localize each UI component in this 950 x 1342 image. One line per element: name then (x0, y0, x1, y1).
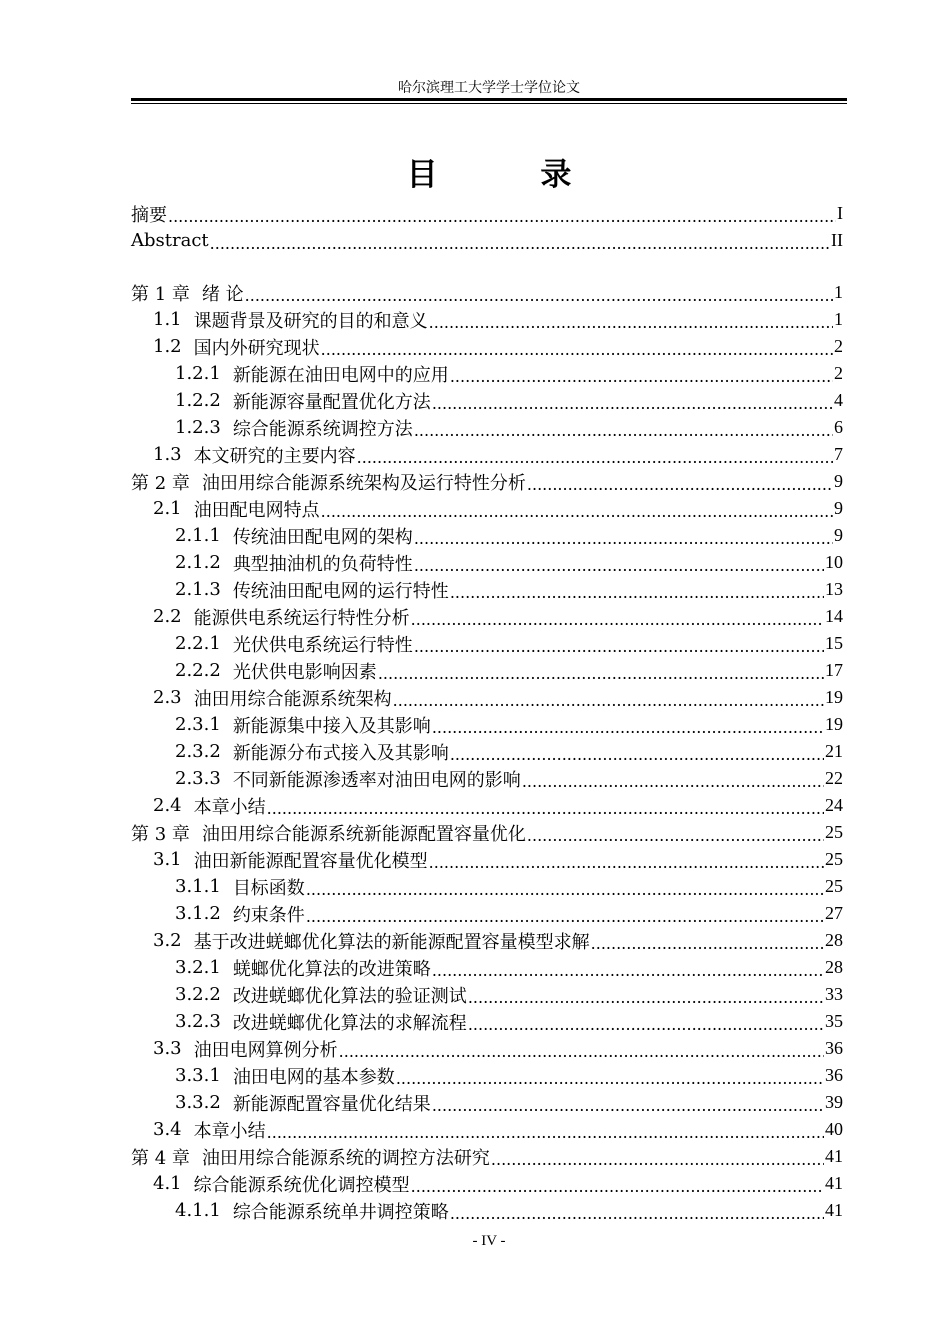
toc-entry-number: 2.1.2 (175, 552, 221, 573)
dot-leader (527, 825, 824, 846)
dot-leader (396, 1068, 824, 1089)
toc-entry-page: 14 (825, 606, 843, 626)
toc-entry-page: 19 (825, 714, 843, 734)
toc-entry-title: 综合能源系统调控方法 (232, 418, 413, 440)
toc-entry-number: 3.1.1 (175, 876, 221, 897)
toc-entry-number: 2.3.1 (175, 714, 221, 735)
dot-leader (414, 636, 824, 657)
toc-entry-number: 4.1 (153, 1173, 182, 1194)
toc-entry-number: 第 3 章 (131, 823, 190, 845)
toc-entry-page: 41 (825, 1146, 843, 1166)
toc-entry-page: I (837, 203, 843, 223)
dot-leader (432, 393, 833, 414)
toc-entry[interactable] (131, 873, 843, 900)
toc-entry-title: 本章小结 (193, 1120, 266, 1142)
toc-entry[interactable] (131, 1035, 843, 1062)
toc-entry[interactable] (131, 711, 843, 738)
toc-entry-number: 2.2.2 (175, 660, 221, 681)
dot-leader (306, 879, 824, 900)
dot-leader (468, 1014, 824, 1035)
toc-entry-number: 3.1.2 (175, 903, 221, 924)
toc-entry[interactable] (131, 900, 843, 927)
toc-entry-number: 2.1.3 (175, 579, 221, 600)
toc-entry[interactable] (131, 765, 843, 792)
toc-entry[interactable] (131, 846, 843, 873)
toc-entry-page: 19 (825, 687, 843, 707)
toc-entry-title: 传统油田配电网的运行特性 (232, 580, 449, 602)
dot-leader (432, 1095, 824, 1116)
dot-leader (432, 960, 824, 981)
toc-entry-number: 2.3.2 (175, 741, 221, 762)
toc-entry-number: 1.2.3 (175, 417, 221, 438)
toc-entry[interactable] (131, 1197, 843, 1224)
toc-entry-page: 41 (825, 1200, 843, 1220)
toc-entry[interactable] (131, 630, 843, 657)
toc-entry[interactable] (131, 414, 843, 441)
toc-entry-title: 不同新能源渗透率对油田电网的影响 (232, 769, 521, 791)
toc-entry[interactable] (131, 576, 843, 603)
toc-entry-title: 油田用综合能源系统架构及运行特性分析 (201, 472, 526, 494)
toc-entry-title: 光伏供电影响因素 (232, 661, 377, 683)
toc-entry-page: 9 (834, 498, 843, 518)
toc-entry-title: 新能源集中接入及其影响 (232, 715, 431, 737)
toc-entry[interactable] (131, 468, 843, 495)
toc-entry-title: 新能源分布式接入及其影响 (232, 742, 449, 764)
toc-entry-page: 28 (825, 930, 843, 950)
toc-entry-number: 3.3 (153, 1038, 182, 1059)
toc-entry[interactable] (131, 1170, 843, 1197)
toc-entry-title: 本章小结 (193, 796, 266, 818)
toc-entry-page: 10 (825, 552, 843, 572)
toc-entry-page: 1 (834, 309, 843, 329)
toc-entry-title: 新能源容量配置优化方法 (232, 391, 431, 413)
toc-entry-number: 2.1 (153, 498, 182, 519)
toc-entry-page: 25 (825, 849, 843, 869)
toc-entry[interactable] (131, 819, 843, 846)
toc-entry[interactable] (131, 1062, 843, 1089)
toc-entry-page: 2 (834, 363, 843, 383)
dot-leader (491, 1149, 824, 1170)
toc-entry-title: 蜣螂优化算法的改进策略 (232, 958, 431, 980)
dot-leader (450, 744, 824, 765)
toc-title: 目 录 (406, 157, 618, 193)
dot-leader (267, 1122, 824, 1143)
toc-entry-page: 36 (825, 1038, 843, 1058)
toc-entry-page: 2 (834, 336, 843, 356)
dot-leader (522, 771, 824, 792)
toc-entry-page: II (831, 230, 843, 250)
toc-entry-page: 36 (825, 1065, 843, 1085)
toc-entry-page: 41 (825, 1173, 843, 1193)
toc-entry-number: 2.4 (153, 795, 182, 816)
toc-entry[interactable] (131, 387, 843, 414)
toc-entry-title: 油田电网算例分析 (193, 1039, 338, 1061)
toc-entry[interactable] (131, 495, 843, 522)
toc-entry-page: 9 (834, 471, 843, 491)
toc-entry-number: 第 2 章 (131, 472, 190, 494)
toc-entry-title: Abstract (131, 230, 209, 251)
dot-leader (339, 1041, 824, 1062)
toc-entry-page: 25 (825, 822, 843, 842)
dot-leader (321, 339, 833, 360)
toc-entry-number: 3.1 (153, 849, 182, 870)
toc-entry-title: 课题背景及研究的目的和意义 (193, 310, 428, 332)
toc-entry-page: 15 (825, 633, 843, 653)
toc-entry[interactable] (131, 200, 843, 227)
toc-entry-number: 4.1.1 (175, 1200, 221, 1221)
toc-entry[interactable] (131, 684, 843, 711)
toc-entry-number: 2.3.3 (175, 768, 221, 789)
toc-entry-number: 第 4 章 (131, 1147, 190, 1169)
toc-entry[interactable] (131, 333, 843, 360)
toc-entry[interactable] (131, 1008, 843, 1035)
toc-entry-page: 1 (834, 282, 843, 302)
toc-entry-title: 约束条件 (232, 904, 305, 926)
toc-entry-page: 24 (825, 795, 843, 815)
toc-entry-title: 典型抽油机的负荷特性 (232, 553, 413, 575)
toc-entry-page: 28 (825, 957, 843, 977)
dot-leader (429, 852, 824, 873)
toc-entry-title: 国内外研究现状 (193, 337, 320, 359)
toc-entry-page: 9 (834, 525, 843, 545)
toc-entry-page: 7 (834, 444, 843, 464)
toc-entry[interactable] (131, 306, 843, 333)
toc-entry-title: 综合能源系统单井调控策略 (232, 1201, 449, 1223)
toc-entry[interactable] (131, 360, 843, 387)
toc-entry-number: 2.3 (153, 687, 182, 708)
dot-leader (450, 366, 833, 387)
dot-leader (414, 555, 824, 576)
toc-entry-title: 油田用综合能源系统架构 (193, 688, 392, 710)
dot-leader (267, 798, 824, 819)
toc-entry-number: 1.2.2 (175, 390, 221, 411)
toc-entry[interactable] (131, 227, 843, 254)
toc-entry-title: 油田配电网特点 (193, 499, 320, 521)
header-rule-thin (131, 103, 847, 104)
toc-entry-title: 油田新能源配置容量优化模型 (193, 850, 428, 872)
toc-entry-page: 33 (825, 984, 843, 1004)
toc-entry-page: 13 (825, 579, 843, 599)
page-number: - IV - (472, 1233, 506, 1249)
toc-entry-title: 目标函数 (232, 877, 305, 899)
dot-leader (357, 447, 833, 468)
toc-entry[interactable] (131, 981, 843, 1008)
dot-leader (210, 233, 830, 254)
toc-entry[interactable] (131, 954, 843, 981)
toc-entry-number: 第 1 章 (131, 283, 190, 305)
dot-leader (414, 528, 833, 549)
toc-entry-title: 传统油田配电网的架构 (232, 526, 413, 548)
toc-entry-title: 摘要 (131, 204, 167, 226)
dot-leader (411, 609, 824, 630)
dot-leader (321, 501, 833, 522)
table-of-contents (131, 200, 843, 1224)
toc-entry-number: 3.3.2 (175, 1092, 221, 1113)
dot-leader (414, 420, 833, 441)
toc-entry-page: 35 (825, 1011, 843, 1031)
running-header: 哈尔滨理工大学学士学位论文 (398, 80, 580, 96)
toc-entry-page: 17 (825, 660, 843, 680)
toc-entry[interactable] (131, 1143, 843, 1170)
toc-entry-page: 21 (825, 741, 843, 761)
toc-entry-title: 综合能源系统优化调控模型 (193, 1174, 410, 1196)
toc-entry-number: 3.2.2 (175, 984, 221, 1005)
toc-entry-title: 能源供电系统运行特性分析 (193, 607, 410, 629)
toc-entry-title: 绪 论 (201, 283, 244, 305)
toc-entry-number: 3.2 (153, 930, 182, 951)
toc-entry-title: 光伏供电系统运行特性 (232, 634, 413, 656)
toc-entry[interactable] (131, 927, 843, 954)
toc-entry[interactable] (131, 1116, 843, 1143)
toc-entry-number: 3.4 (153, 1119, 182, 1140)
toc-entry[interactable] (131, 522, 843, 549)
dot-leader (450, 582, 824, 603)
toc-entry-number: 2.1.1 (175, 525, 221, 546)
dot-leader (450, 1203, 824, 1224)
toc-entry-number: 1.3 (153, 444, 182, 465)
header-rule-thick (131, 98, 847, 101)
toc-entry-page: 27 (825, 903, 843, 923)
toc-entry[interactable] (131, 549, 843, 576)
dot-leader (378, 663, 824, 684)
toc-entry-number: 3.2.3 (175, 1011, 221, 1032)
toc-entry-number: 1.1 (153, 309, 182, 330)
toc-entry-title: 改进蜣螂优化算法的验证测试 (232, 985, 467, 1007)
dot-leader (393, 690, 824, 711)
toc-entry-title: 油田电网的基本参数 (232, 1066, 395, 1088)
toc-entry-number: 3.2.1 (175, 957, 221, 978)
dot-leader (168, 206, 836, 227)
toc-entry-title: 基于改进蜣螂优化算法的新能源配置容量模型求解 (193, 931, 590, 953)
toc-entry[interactable] (131, 441, 843, 468)
toc-entry-title: 油田用综合能源系统的调控方法研究 (201, 1147, 490, 1169)
toc-entry-page: 40 (825, 1119, 843, 1139)
dot-leader (468, 987, 824, 1008)
toc-entry[interactable] (131, 657, 843, 684)
dot-leader (429, 312, 833, 333)
toc-entry-page: 39 (825, 1092, 843, 1112)
toc-entry[interactable] (131, 279, 843, 306)
toc-entry-number: 1.2.1 (175, 363, 221, 384)
dot-leader (432, 717, 824, 738)
toc-entry-title: 本文研究的主要内容 (193, 445, 356, 467)
toc-entry-page: 25 (825, 876, 843, 896)
toc-entry-number: 3.3.1 (175, 1065, 221, 1086)
dot-leader (306, 906, 824, 927)
dot-leader (591, 933, 824, 954)
toc-entry-number: 2.2 (153, 606, 182, 627)
toc-entry[interactable] (131, 792, 843, 819)
toc-entry[interactable] (131, 603, 843, 630)
toc-entry-title: 新能源在油田电网中的应用 (232, 364, 449, 386)
toc-entry-page: 4 (834, 390, 843, 410)
dot-leader (411, 1176, 824, 1197)
toc-entry-number: 2.2.1 (175, 633, 221, 654)
toc-entry-title: 油田用综合能源系统新能源配置容量优化 (201, 823, 526, 845)
toc-entry-page: 22 (825, 768, 843, 788)
dot-leader (527, 474, 833, 495)
toc-entry[interactable] (131, 1089, 843, 1116)
toc-entry-title: 改进蜣螂优化算法的求解流程 (232, 1012, 467, 1034)
dot-leader (245, 285, 833, 306)
toc-entry-page: 6 (834, 417, 843, 437)
toc-entry-title: 新能源配置容量优化结果 (232, 1093, 431, 1115)
toc-entry[interactable] (131, 738, 843, 765)
toc-entry-number: 1.2 (153, 336, 182, 357)
